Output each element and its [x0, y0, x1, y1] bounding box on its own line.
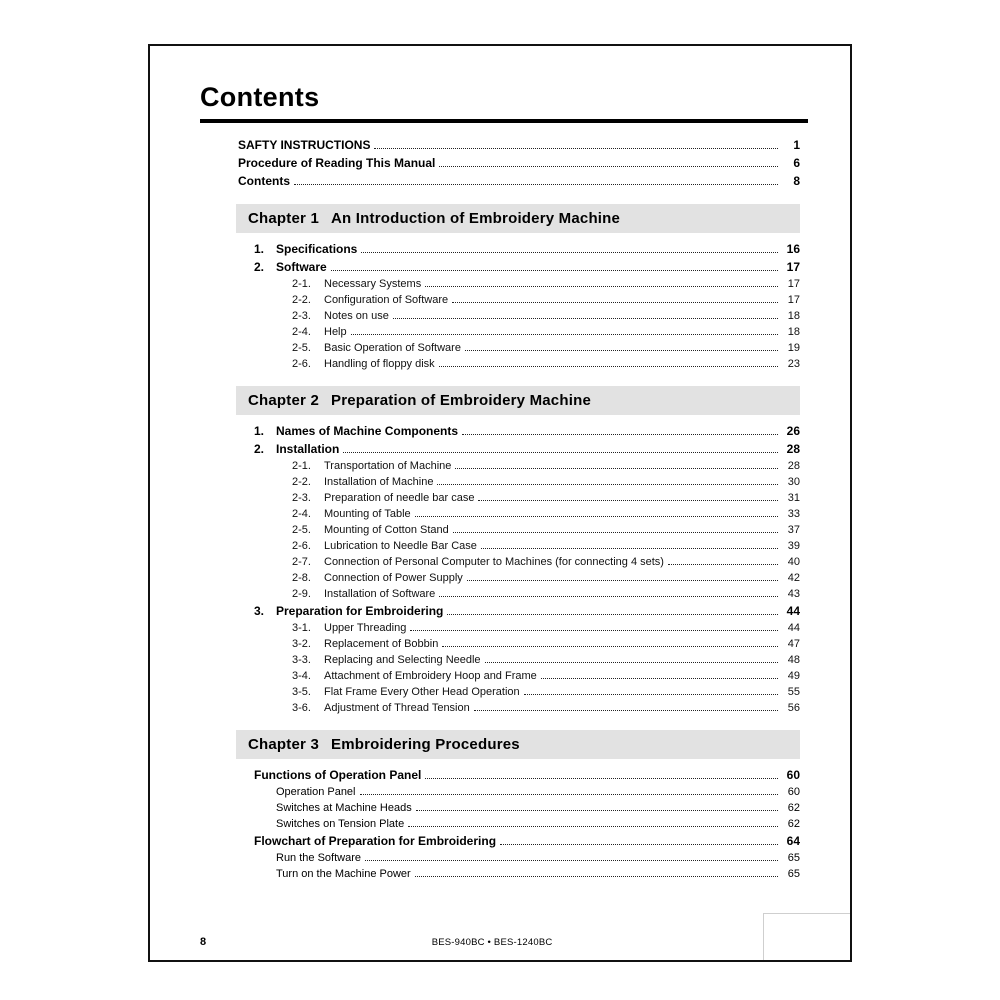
page-footer: [150, 936, 850, 948]
toc-entry[interactable]: [236, 573, 800, 584]
toc-entry-page: 40: [787, 556, 800, 568]
toc-entry[interactable]: [236, 589, 800, 600]
chapter-heading[interactable]: [236, 386, 800, 415]
toc-entry-leader-dots: [415, 875, 778, 877]
toc-entry[interactable]: [236, 461, 800, 472]
toc-entry-label: Flat Frame Every Other Head Operation: [324, 686, 520, 698]
toc-entry-leader-dots: [410, 629, 778, 631]
toc-entry[interactable]: [236, 295, 800, 306]
toc-entry-page: 64: [786, 834, 800, 848]
toc-entry-number: 2-1.: [292, 278, 311, 290]
toc-entry-label: Turn on the Machine Power: [276, 868, 411, 880]
toc-entry-leader-dots: [442, 645, 778, 647]
toc-entry-label: Contents: [238, 174, 290, 188]
toc-entry-page: 65: [787, 852, 800, 864]
toc-entry-label: Preparation of needle bar case: [324, 492, 475, 504]
toc-entry-label: Flowchart of Preparation for Embroidering: [254, 834, 497, 848]
chapter-title: Preparation of Embroidery Machine: [331, 392, 591, 409]
toc-entry-leader-dots: [452, 301, 778, 303]
toc-entry[interactable]: [236, 359, 800, 370]
toc-entry-label: Replacing and Selecting Needle: [324, 654, 481, 666]
toc-entries-root: [236, 139, 800, 880]
toc-entry-number: 2-4.: [292, 326, 311, 338]
toc-entry-page: 19: [787, 342, 800, 354]
toc-entry-leader-dots: [439, 365, 778, 367]
toc-entry[interactable]: [236, 835, 800, 848]
manual-page: [148, 44, 852, 962]
toc-entry-number: 3-1.: [292, 622, 311, 634]
toc-entry-label: Functions of Operation Panel: [254, 768, 422, 782]
toc-entry-label: Notes on use: [324, 310, 389, 322]
toc-entry-leader-dots: [462, 433, 778, 435]
toc-entry[interactable]: [236, 639, 800, 650]
toc-entry-page: 8: [793, 174, 800, 188]
toc-entry-label: Help: [324, 326, 347, 338]
toc-entry[interactable]: [236, 509, 800, 520]
toc-entry-label: Switches at Machine Heads: [276, 802, 412, 814]
toc-entry-page: 65: [787, 868, 800, 880]
toc-entry-leader-dots: [294, 183, 778, 185]
toc-entry-number: 2-3.: [292, 492, 311, 504]
toc-entry-page: 16: [786, 242, 800, 256]
toc-entry-page: 37: [787, 524, 800, 536]
chapter-number-label: Chapter 3: [248, 736, 319, 753]
toc-entry-number: 1.: [254, 424, 265, 438]
toc-entry-number: 2-6.: [292, 540, 311, 552]
chapter-entries-group: [236, 769, 800, 880]
toc-entry-page: 17: [787, 278, 800, 290]
toc-entry-page: 60: [787, 786, 800, 798]
toc-entry-label: Mounting of Table: [324, 508, 411, 520]
toc-entry[interactable]: [236, 477, 800, 488]
toc-entry-page: 33: [787, 508, 800, 520]
toc-entry-leader-dots: [500, 843, 778, 845]
toc-entry-label: SAFTY INSTRUCTIONS: [238, 138, 371, 152]
toc-entry-label: Installation: [276, 442, 340, 456]
toc-entry-leader-dots: [474, 709, 778, 711]
toc-entry[interactable]: [236, 525, 800, 536]
toc-entry[interactable]: [236, 623, 800, 634]
toc-entry-page: 6: [793, 156, 800, 170]
toc-entry[interactable]: [236, 279, 800, 290]
footer-model-name: BES-940BC • BES-1240BC: [431, 937, 553, 948]
toc-entry-page: 47: [787, 638, 800, 650]
toc-entry-label: Installation of Machine: [324, 476, 434, 488]
toc-entry[interactable]: [236, 803, 800, 814]
toc-entry-number: 2-6.: [292, 358, 311, 370]
toc-entry-label: Transportation of Machine: [324, 460, 452, 472]
toc-entry-page: 62: [787, 802, 800, 814]
table-of-contents: [200, 139, 808, 880]
toc-entry-page: 28: [786, 442, 800, 456]
toc-entry-leader-dots: [416, 809, 778, 811]
toc-entry-label: Operation Panel: [276, 786, 356, 798]
toc-entry-label: Configuration of Software: [324, 294, 449, 306]
toc-entry[interactable]: [236, 343, 800, 354]
toc-entry[interactable]: [236, 769, 800, 782]
toc-entry-page: 43: [787, 588, 800, 600]
toc-entry-page: 23: [787, 358, 800, 370]
toc-entry[interactable]: [236, 261, 800, 274]
toc-entry-label: Procedure of Reading This Manual: [238, 156, 436, 170]
toc-entry-label: Lubrication to Needle Bar Case: [324, 540, 477, 552]
toc-entry-number: 3-4.: [292, 670, 311, 682]
toc-entry-leader-dots: [415, 515, 778, 517]
toc-entry-page: 17: [786, 260, 800, 274]
toc-entry-leader-dots: [439, 165, 778, 167]
chapter-entries-group: [236, 243, 800, 370]
toc-entry-page: 28: [787, 460, 800, 472]
toc-entry-page: 56: [787, 702, 800, 714]
toc-entry-label: Upper Threading: [324, 622, 407, 634]
chapter-heading[interactable]: [236, 730, 800, 759]
title-divider: [200, 119, 808, 123]
toc-entry-label: Names of Machine Components: [276, 424, 459, 438]
toc-entry-number: 2-8.: [292, 572, 311, 584]
toc-entry-page: 49: [787, 670, 800, 682]
toc-entry-page: 17: [787, 294, 800, 306]
toc-entry-leader-dots: [453, 531, 778, 533]
toc-entry-label: Mounting of Cotton Stand: [324, 524, 449, 536]
toc-entry-label: Preparation for Embroidering: [276, 604, 444, 618]
toc-entry-page: 42: [787, 572, 800, 584]
toc-entry[interactable]: [236, 671, 800, 682]
toc-entry-leader-dots: [437, 483, 778, 485]
chapter-heading[interactable]: [236, 204, 800, 233]
toc-entry-number: 3-6.: [292, 702, 311, 714]
toc-entry-number: 3.: [254, 604, 265, 618]
toc-entry-leader-dots: [668, 563, 778, 565]
toc-entry-label: Run the Software: [276, 852, 361, 864]
page-content: [150, 46, 850, 960]
toc-entry-leader-dots: [447, 613, 778, 615]
toc-entry-page: 48: [787, 654, 800, 666]
footer-page-number: 8: [200, 936, 207, 948]
toc-entry-number: 2-5.: [292, 342, 311, 354]
chapter-entries-group: [236, 425, 800, 714]
toc-entry[interactable]: [236, 243, 800, 256]
toc-entry[interactable]: [236, 157, 800, 170]
toc-entry-number: 1.: [254, 242, 265, 256]
toc-entry[interactable]: [236, 605, 800, 618]
toc-entry-leader-dots: [351, 333, 778, 335]
toc-entry-leader-dots: [524, 693, 778, 695]
chapter-number-label: Chapter 2: [248, 392, 319, 409]
toc-entry-page: 18: [787, 310, 800, 322]
toc-entry[interactable]: [236, 327, 800, 338]
toc-front-matter-group: [236, 139, 800, 188]
toc-entry-page: 31: [787, 492, 800, 504]
toc-entry-leader-dots: [331, 269, 778, 271]
toc-entry-label: Adjustment of Thread Tension: [324, 702, 470, 714]
toc-entry-leader-dots: [425, 777, 778, 779]
toc-entry-leader-dots: [361, 251, 778, 253]
chapter-title: An Introduction of Embroidery Machine: [331, 210, 621, 227]
toc-entry-page: 44: [786, 604, 800, 618]
toc-entry[interactable]: [236, 311, 800, 322]
toc-entry-number: 2-2.: [292, 476, 311, 488]
page-title: Contents: [200, 82, 320, 112]
toc-entry-leader-dots: [541, 677, 778, 679]
toc-entry-leader-dots: [393, 317, 778, 319]
toc-entry-leader-dots: [481, 547, 778, 549]
toc-entry-number: 2.: [254, 442, 265, 456]
toc-entry[interactable]: [236, 139, 800, 152]
toc-entry-label: Connection of Power Supply: [324, 572, 463, 584]
page-corner-fold: [763, 913, 850, 960]
toc-entry-number: 2-7.: [292, 556, 311, 568]
toc-entry-leader-dots: [425, 285, 778, 287]
toc-entry-page: 1: [793, 138, 800, 152]
toc-entry[interactable]: [236, 687, 800, 698]
toc-entry-number: 3-5.: [292, 686, 311, 698]
toc-entry-label: Replacement of Bobbin: [324, 638, 439, 650]
toc-entry[interactable]: [236, 655, 800, 666]
toc-entry-number: 2-5.: [292, 524, 311, 536]
toc-entry-page: 44: [787, 622, 800, 634]
toc-entry[interactable]: [236, 819, 800, 830]
toc-entry-page: 60: [786, 768, 800, 782]
toc-entry[interactable]: [236, 787, 800, 798]
toc-entry-leader-dots: [478, 499, 778, 501]
toc-entry-label: Installation of Software: [324, 588, 436, 600]
toc-entry-leader-dots: [408, 825, 778, 827]
toc-entry-number: 2-9.: [292, 588, 311, 600]
chapter-number-label: Chapter 1: [248, 210, 319, 227]
toc-entry-number: 3-2.: [292, 638, 311, 650]
toc-entry-leader-dots: [439, 595, 778, 597]
toc-entry-label: Specifications: [276, 242, 358, 256]
toc-entry-leader-dots: [360, 793, 779, 795]
toc-entry-label: Handling of floppy disk: [324, 358, 435, 370]
toc-entry-label: Connection of Personal Computer to Machines (for connecting 4 sets): [324, 556, 664, 568]
toc-entry-label: Attachment of Embroidery Hoop and Frame: [324, 670, 537, 682]
toc-entry-page: 39: [787, 540, 800, 552]
toc-entry-page: 26: [786, 424, 800, 438]
toc-entry-page: 18: [787, 326, 800, 338]
toc-entry-number: 2-3.: [292, 310, 311, 322]
chapter-title: Embroidering Procedures: [331, 736, 520, 753]
toc-entry-label: Switches on Tension Plate: [276, 818, 405, 830]
toc-entry[interactable]: [236, 425, 800, 438]
toc-entry-page: 30: [787, 476, 800, 488]
toc-entry[interactable]: [236, 175, 800, 188]
toc-entry-number: 2-2.: [292, 294, 311, 306]
toc-entry-label: Basic Operation of Software: [324, 342, 461, 354]
toc-entry[interactable]: [236, 493, 800, 504]
toc-entry-leader-dots: [374, 147, 778, 149]
toc-entry[interactable]: [236, 443, 800, 456]
toc-entry-number: 2-1.: [292, 460, 311, 472]
toc-entry-leader-dots: [343, 451, 778, 453]
toc-entry[interactable]: [236, 557, 800, 568]
toc-entry-leader-dots: [485, 661, 778, 663]
toc-entry-number: 2-4.: [292, 508, 311, 520]
toc-entry-page: 62: [787, 818, 800, 830]
toc-entry-page: 55: [787, 686, 800, 698]
toc-entry[interactable]: [236, 703, 800, 714]
toc-entry-number: 2.: [254, 260, 265, 274]
toc-entry-leader-dots: [467, 579, 778, 581]
toc-entry-label: Necessary Systems: [324, 278, 422, 290]
toc-entry-number: 3-3.: [292, 654, 311, 666]
toc-entry-leader-dots: [365, 859, 778, 861]
toc-entry-leader-dots: [455, 467, 778, 469]
toc-entry-label: Software: [276, 260, 327, 274]
toc-entry-leader-dots: [465, 349, 778, 351]
toc-entry[interactable]: [236, 853, 800, 864]
toc-entry[interactable]: [236, 869, 800, 880]
toc-entry[interactable]: [236, 541, 800, 552]
